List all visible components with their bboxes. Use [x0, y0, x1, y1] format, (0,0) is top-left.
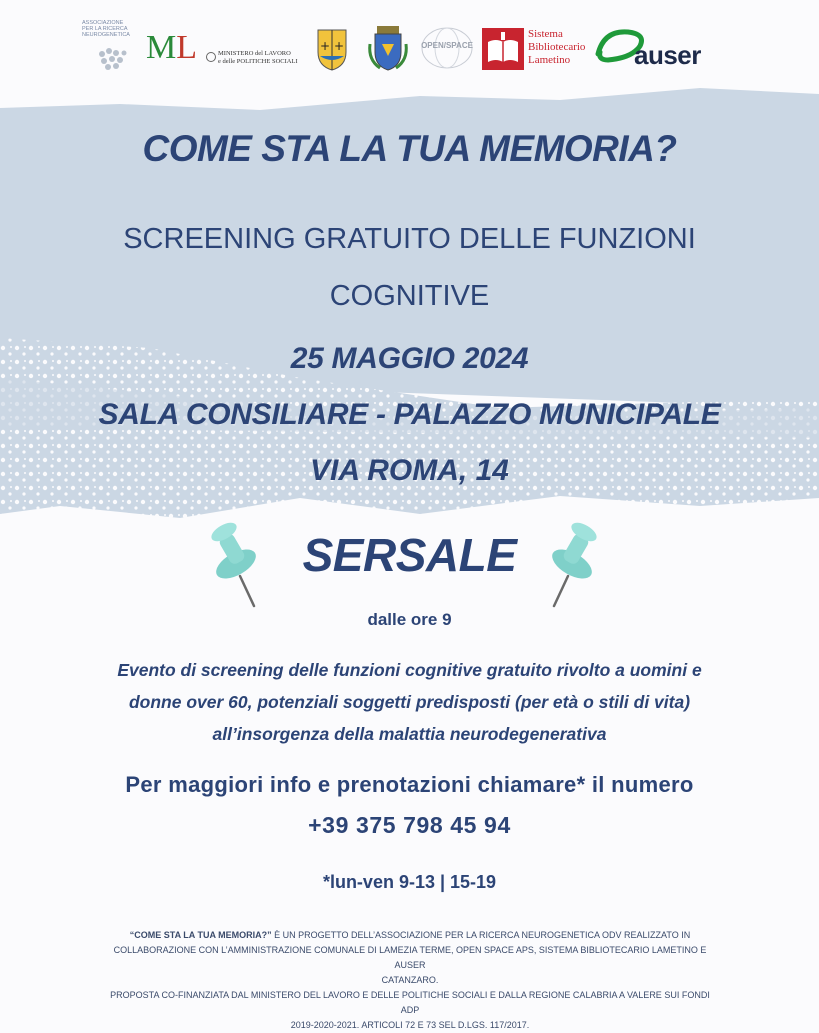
description-line-2: donne over 60, potenziali soggetti predisposti (per età o stili di vita): [128, 692, 691, 712]
description-line-3: all’insorgenza della malattia neurodegenerativa: [212, 724, 607, 744]
footer-note: [105, 928, 715, 1033]
call-hours: *lun-ven 9-13 | 15-19: [322, 872, 497, 892]
description-line-1: Evento di screening delle funzioni cognitive gratuito rivolto a uomini e: [117, 660, 702, 680]
library-name-3: Lametino: [528, 54, 571, 66]
ministry-mark: ML: [146, 29, 198, 66]
event-title: COME STA LA TUA MEMORIA?: [142, 128, 677, 169]
event-date: 25 MAGGIO 2024: [290, 342, 529, 375]
event-subtitle-line1: SCREENING GRATUITO DELLE FUNZIONI: [123, 223, 696, 255]
svg-text:+: +: [333, 39, 345, 53]
ministry-emblem-icon: [206, 52, 216, 62]
ministry-name-2: e delle POLITICHE SOCIALI: [218, 58, 298, 65]
auser-name: auser: [634, 40, 701, 70]
municipal-crest-icon: [366, 24, 410, 77]
event-subtitle-line2: COGNITIVE: [329, 280, 490, 312]
event-time: dalle ore 9: [367, 610, 452, 629]
footer-line-4: PROPOSTA CO-FINANZIATA DAL MINISTERO DEL LAVORO E DELLE POLITICHE SOCIALI E DALLA REGIONE CALABRIA A VALERE SUI FONDI ADP: [110, 990, 710, 1015]
auser-logo: [594, 24, 720, 74]
library-name-1: Sistema: [528, 28, 563, 40]
event-venue: SALA CONSILIARE - PALAZZO MUNICIPALE: [98, 398, 721, 431]
association-name-2: PER LA RICERCA: [82, 26, 128, 32]
book-icon: [482, 28, 524, 70]
ministry-logo: [146, 30, 296, 70]
footer-line-3: CATANZARO.: [381, 975, 439, 985]
footer-line-5: 2019-2020-2021. ARTICOLI 72 E 73 SEL D.LGS. 117/2017.: [290, 1020, 530, 1030]
library-logo: [482, 28, 592, 72]
event-town: SERSALE: [302, 529, 517, 581]
info-line: Per maggiori info e prenotazioni chiamare* il numero: [125, 772, 694, 797]
event-description: [0, 654, 819, 750]
region-crest-icon: [312, 26, 352, 77]
event-address: VIA ROMA, 14: [310, 454, 509, 487]
phone-number[interactable]: +39 375 798 45 94: [308, 812, 511, 838]
footer-line-1-text: È UN PROGETTO DELL’ASSOCIAZIONE PER LA RICERCA NEUROGENETICA ODV REALIZZATO IN: [271, 930, 691, 940]
footer-line-2: COLLABORAZIONE CON L’AMMINISTRAZIONE COMUNALE DI LAMEZIA TERME, OPEN SPACE APS, SISTEMA BIBLIOTECARIO LAMETINO E AUSER: [113, 945, 707, 970]
association-name-3: NEUROGENETICA: [82, 32, 130, 38]
footer-project-title: “COME STA LA TUA MEMORIA?”: [129, 930, 272, 940]
association-name-1: ASSOCIAZIONE: [82, 20, 124, 26]
association-logo: [82, 18, 146, 74]
library-name-2: Bibliotecario: [528, 41, 586, 53]
footer-line-1: [105, 928, 715, 943]
openspace-name: OPEN/SPACE: [421, 41, 473, 50]
ministry-name-1: MINISTERO del LAVORO: [218, 50, 291, 57]
openspace-logo: [420, 26, 474, 70]
svg-text:+: +: [319, 39, 331, 53]
